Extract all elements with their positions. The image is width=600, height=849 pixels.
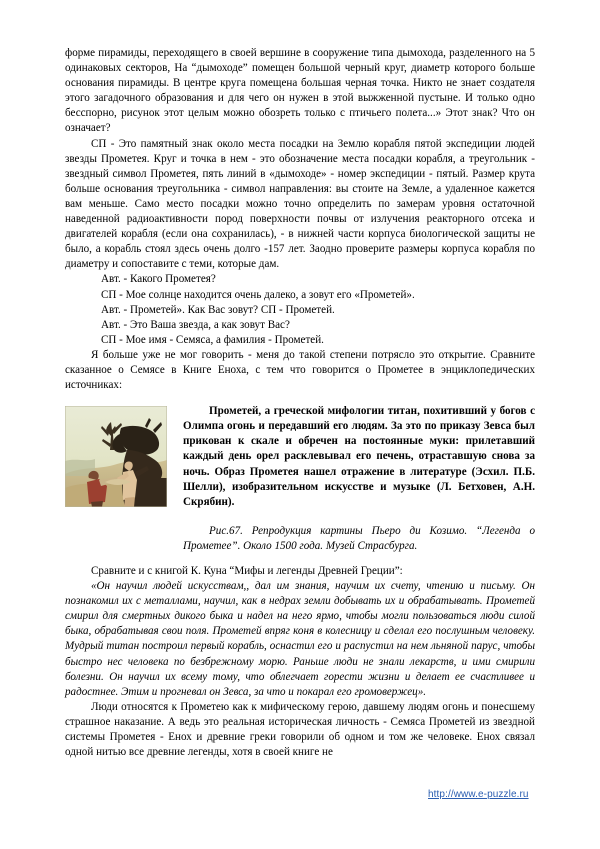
dialogue-block	[65, 272, 535, 347]
figure-with-text-row	[65, 404, 535, 554]
prometheus-encyclopedia-text: Прометей, а греческой мифологии титан, похитивший у богов с Олимпа огонь и передавший его людям. За это по приказу Зевса был прикован к скале и обречен на постоянные муки: прилетавший каждый день орел расклевывал его печень, отраставшую снова за ночь. Образ Прометея нашел отражение в литературе (Эсхил. П.Б. Шелли), изобразительном искусстве и музыке (Л. Бетховен, А.Н. Скрябин).	[183, 405, 535, 508]
dialogue-line: Авт. - Прометей». Как Вас зовут? СП - Прометей.	[101, 303, 335, 316]
prometheus-painting-image	[65, 406, 167, 507]
page-content	[65, 46, 535, 760]
spacer	[65, 554, 535, 564]
footer-source-link[interactable]: http://www.e-puzzle.ru	[428, 789, 529, 800]
paragraph-conclusion: Люди относятся к Прометею как к мифическому герою, давшему людям огонь и понесшему страшное наказание. А ведь это реальная историческая личность - Семяса Прометей из звездной системы Прометея - Енох и древние греки говорили об одном и том же человеке. Енох связал одной нитью все древние легенды, хотя в своей книге не	[65, 700, 535, 759]
dialogue-line: Авт. - Какого Прометея?	[101, 273, 216, 286]
paragraph-continuation: форме пирамиды, переходящего в своей вершине в сооружение типа дымохода, разделенного на 5 одинаковых секторов, На “дымоходе” помещен большой черный круг, диаметр которого больше основания пирамиды. В центре круга помещена большая черная точка. Никто не знает создателя этого загадочного образования и для чего он нужен в этой выжженной пустыне. И только одно бесспорно, рисунок этот целым можно обозреть только с птичьего полета...» Этот знак? Что он означает?	[65, 47, 535, 135]
paragraph-author-reaction: Я больше уже не мог говорить - меня до такой степени потрясло это открытие. Сравните сказанное о Семясе в Книге Еноха, с тем что говорится о Прометее в энциклопедических источниках:	[65, 348, 535, 392]
paragraph-kun-intro: Сравните и с книгой К. Куна “Мифы и легенды Древней Греции”:	[91, 565, 403, 577]
figure-caption: Рис.67. Репродукция картины Пьеро ди Козимо. “Легенда о Прометее”. Около 1500 года. Музей Страсбурга.	[183, 524, 535, 552]
paragraph-sp-explanation: СП - Это памятный знак около места посадки на Землю корабля пятой экспедиции людей звезды Прометея. Круг и точка в нем - это обозначение места посадки корабля, а треугольник - звездный символ Прометея, пять линий в «дымоходе» - номер экспедиции - пятый. Размер крута больше основания треугольника - символ направления: вы стоите на Земле, а удаленное кажется вам меньше. Само место посадки можно точно определить по замерам уровня остаточной наведенной радиоактивности пород поверхности почвы от излучения реакторного отсека и двигателей корабля (если она сохранилась), - в нижней части корпуса биологической защиты не было, а корабль стоял здесь очень долго -157 лет. Заодно проверите размеры корпуса корабля по диаметру и сопоставите с теми, которые дам.	[65, 137, 535, 271]
dialogue-line: СП - Мое солнце находится очень далеко, а зовут его «Прометей».	[101, 288, 415, 301]
dialogue-line: Авт. - Это Ваша звезда, а как зовут Вас?	[101, 318, 290, 331]
painting-artwork-icon	[65, 406, 167, 507]
dialogue-line: СП - Мое имя - Семяса, а фамилия - Прометей.	[101, 333, 324, 346]
paragraph-kun-quote: «Он научил людей искусствам,, дал им знания, научим их счету, чтению и письму. Он познакомил их с металлами, научил, как в недрах земли добывать их и обрабатывать. Прометей смирил для смертных дикого быка и надел на него ярмо, чтобы могли пользоваться люди силой быка, обрабатывая свои поля. Прометей впряг коня в колесницу и сделал его послушным человеку. Мудрый титан построил первый корабль, оснастил его и распустил на нем льняной парус, чтобы быстро нес человека по безбрежному морю. Раньше люди не знали лекарств, и ими смирили болезни. Он научил их всему тому, что облегчает горести жизни и делает ее счастливее и радостнее. Этим и прогневал он Зевса, за что и покарал его громовержец».	[65, 580, 535, 698]
